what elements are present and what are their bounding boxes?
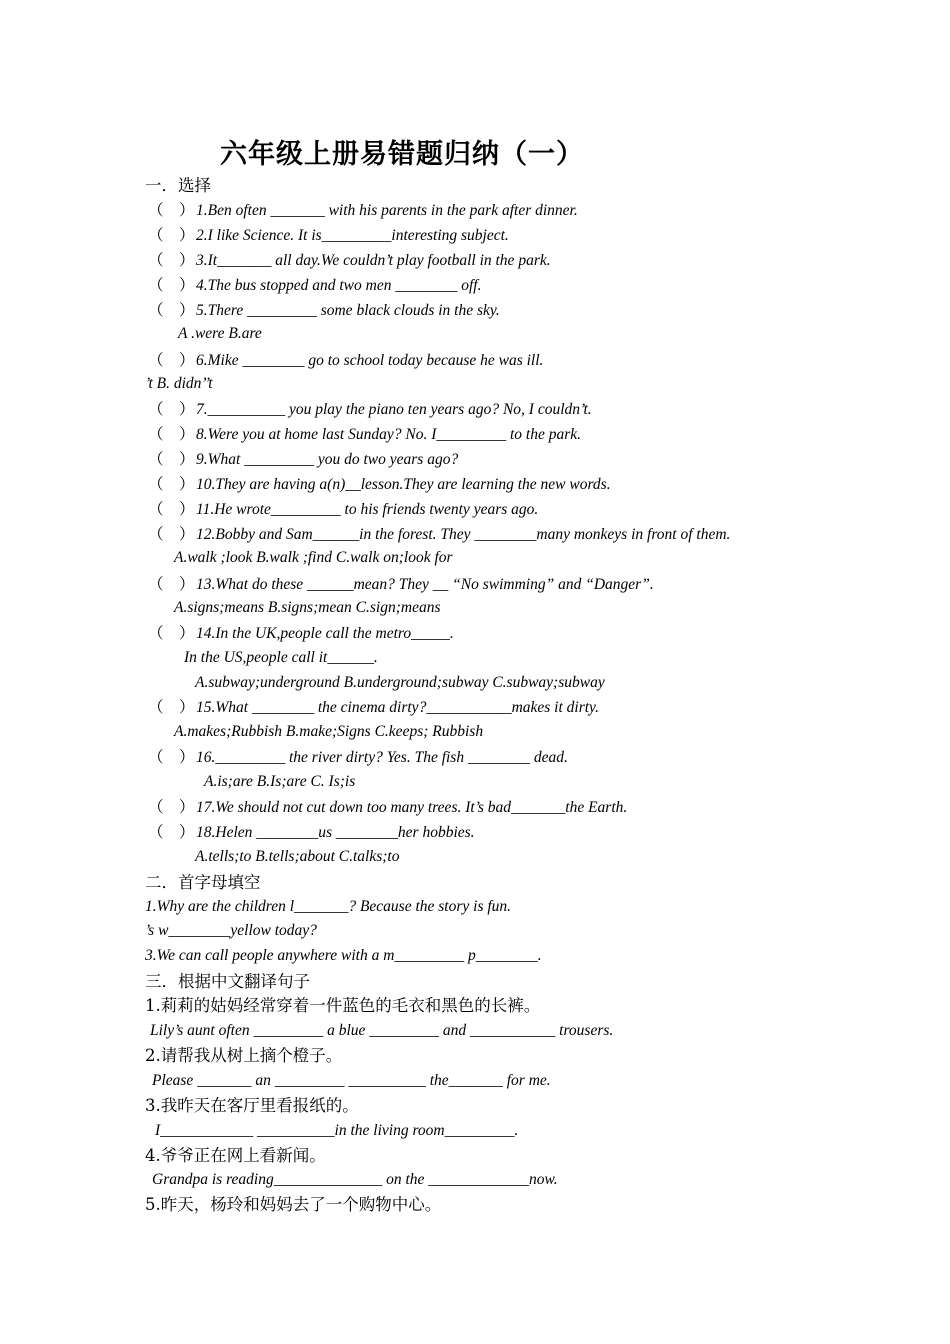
question-text: 2.I like Science. It is_________interesting subject.	[196, 227, 509, 244]
translate-1-english: Lily’s aunt often _________ a blue _________ and ___________ trousers.	[150, 1022, 614, 1039]
question-text: 13.What do these ______mean? They __ “No swimming” and “Danger”.	[196, 576, 654, 593]
question-text: 1.Ben often _______ with his parents in the park after dinner.	[196, 202, 578, 219]
question-18	[148, 823, 475, 843]
answer-paren: （ ）	[148, 401, 195, 418]
answer-paren: （ ）	[148, 302, 195, 319]
answer-paren: （ ）	[148, 451, 195, 468]
answer-paren: （ ）	[148, 277, 195, 294]
question-text: 5.There _________ some black clouds in the sky.	[196, 302, 500, 319]
question-12	[148, 525, 730, 545]
translate-4-english: Grandpa is reading______________ on the _____________now.	[152, 1171, 558, 1188]
answer-paren: （ ）	[148, 252, 195, 269]
section-heading-choice: 一．选择	[145, 176, 211, 195]
question-6-options: ’t B. didn’’t	[145, 375, 213, 392]
answer-paren: （ ）	[148, 426, 195, 443]
question-8	[148, 425, 581, 445]
question-13-options: A.signs;means B.signs;mean C.sign;means	[174, 599, 441, 616]
answer-paren: （ ）	[148, 799, 195, 816]
question-7	[148, 400, 592, 420]
answer-paren: （ ）	[148, 476, 195, 493]
translate-2-chinese: 2.请帮我从树上摘个橙子。	[145, 1046, 343, 1065]
question-text: 12.Bobby and Sam______in the forest. They ________many monkeys in front of them.	[196, 526, 731, 543]
question-text: 17.We should not cut down too many trees. It’s bad_______the Earth.	[196, 799, 628, 816]
question-14	[148, 624, 454, 644]
question-text: 14.In the UK,people call the metro_____.	[196, 625, 454, 642]
question-15	[148, 698, 599, 718]
question-16-options: A.is;are B.Is;are C. Is;is	[204, 773, 356, 790]
question-12-options: A.walk ;look B.walk ;find C.walk on;look for	[174, 549, 453, 566]
question-text: 9.What _________ you do two years ago?	[196, 451, 459, 468]
translate-4-chinese: 4.爷爷正在网上看新闻。	[145, 1146, 326, 1165]
page-title: 六年级上册易错题归纳（一）	[220, 139, 584, 170]
question-17	[148, 798, 627, 818]
translate-1-chinese: 1.莉莉的姑妈经常穿着一件蓝色的毛衣和黑色的长裤。	[145, 996, 541, 1015]
answer-paren: （ ）	[148, 699, 195, 716]
question-10	[148, 475, 611, 495]
answer-paren: （ ）	[148, 202, 195, 219]
question-text: 11.He wrote_________ to his friends twenty years ago.	[196, 501, 539, 518]
question-5-options: A .were B.are	[178, 325, 262, 342]
question-2	[148, 226, 509, 246]
question-4	[148, 276, 481, 296]
question-13	[148, 575, 654, 595]
question-text: 3.It_______ all day.We couldn’t play football in the park.	[196, 252, 551, 269]
answer-paren: （ ）	[148, 501, 195, 518]
question-text: 8.Were you at home last Sunday? No. I_________ to the park.	[196, 426, 582, 443]
question-5	[148, 301, 500, 321]
section-heading-initial-letter: 二．首字母填空	[145, 873, 261, 892]
question-text: 15.What ________ the cinema dirty?___________makes it dirty.	[196, 699, 599, 716]
fill-line-2: ’s w________yellow today?	[145, 922, 317, 939]
question-15-options: A.makes;Rubbish B.make;Signs C.keeps; Rubbish	[174, 723, 484, 740]
translate-3-chinese: 3.我昨天在客厅里看报纸的。	[145, 1096, 359, 1115]
translate-2-english: Please _______ an _________ __________ the_______ for me.	[152, 1072, 551, 1089]
answer-paren: （ ）	[148, 749, 195, 766]
question-14-line2: In the US,people call it______.	[184, 649, 378, 666]
translate-5-chinese: 5.昨天，杨玲和妈妈去了一个购物中心。	[145, 1195, 442, 1214]
answer-paren: （ ）	[148, 227, 195, 244]
question-text: 18.Helen ________us ________her hobbies.	[196, 824, 475, 841]
section-heading-translate: 三．根据中文翻译句子	[145, 972, 310, 991]
answer-paren: （ ）	[148, 625, 195, 642]
fill-line-3: 3.We can call people anywhere with a m_________ p________.	[145, 947, 542, 964]
question-text: 7.__________ you play the piano ten years ago? No, I couldn’t.	[196, 401, 592, 418]
translate-3-english: I____________ __________in the living room_________.	[155, 1122, 519, 1139]
question-18-options: A.tells;to B.tells;about C.talks;to	[195, 848, 400, 865]
question-text: 16._________ the river dirty? Yes. The fish ________ dead.	[196, 749, 568, 766]
answer-paren: （ ）	[148, 824, 195, 841]
question-14-options: A.subway;underground B.underground;subway C.subway;subway	[195, 674, 605, 691]
fill-line-1: 1.Why are the children l_______? Because the story is fun.	[145, 898, 512, 915]
question-1	[148, 201, 578, 221]
answer-paren: （ ）	[148, 526, 195, 543]
question-3	[148, 251, 551, 271]
question-6	[148, 351, 543, 371]
answer-paren: （ ）	[148, 352, 195, 369]
question-text: 4.The bus stopped and two men ________ off.	[196, 277, 482, 294]
answer-paren: （ ）	[148, 576, 195, 593]
question-9	[148, 450, 458, 470]
question-11	[148, 500, 538, 520]
question-text: 6.Mike ________ go to school today because he was ill.	[196, 352, 544, 369]
question-16	[148, 748, 568, 768]
question-text: 10.They are having a(n)__lesson.They are learning the new words.	[196, 476, 611, 493]
